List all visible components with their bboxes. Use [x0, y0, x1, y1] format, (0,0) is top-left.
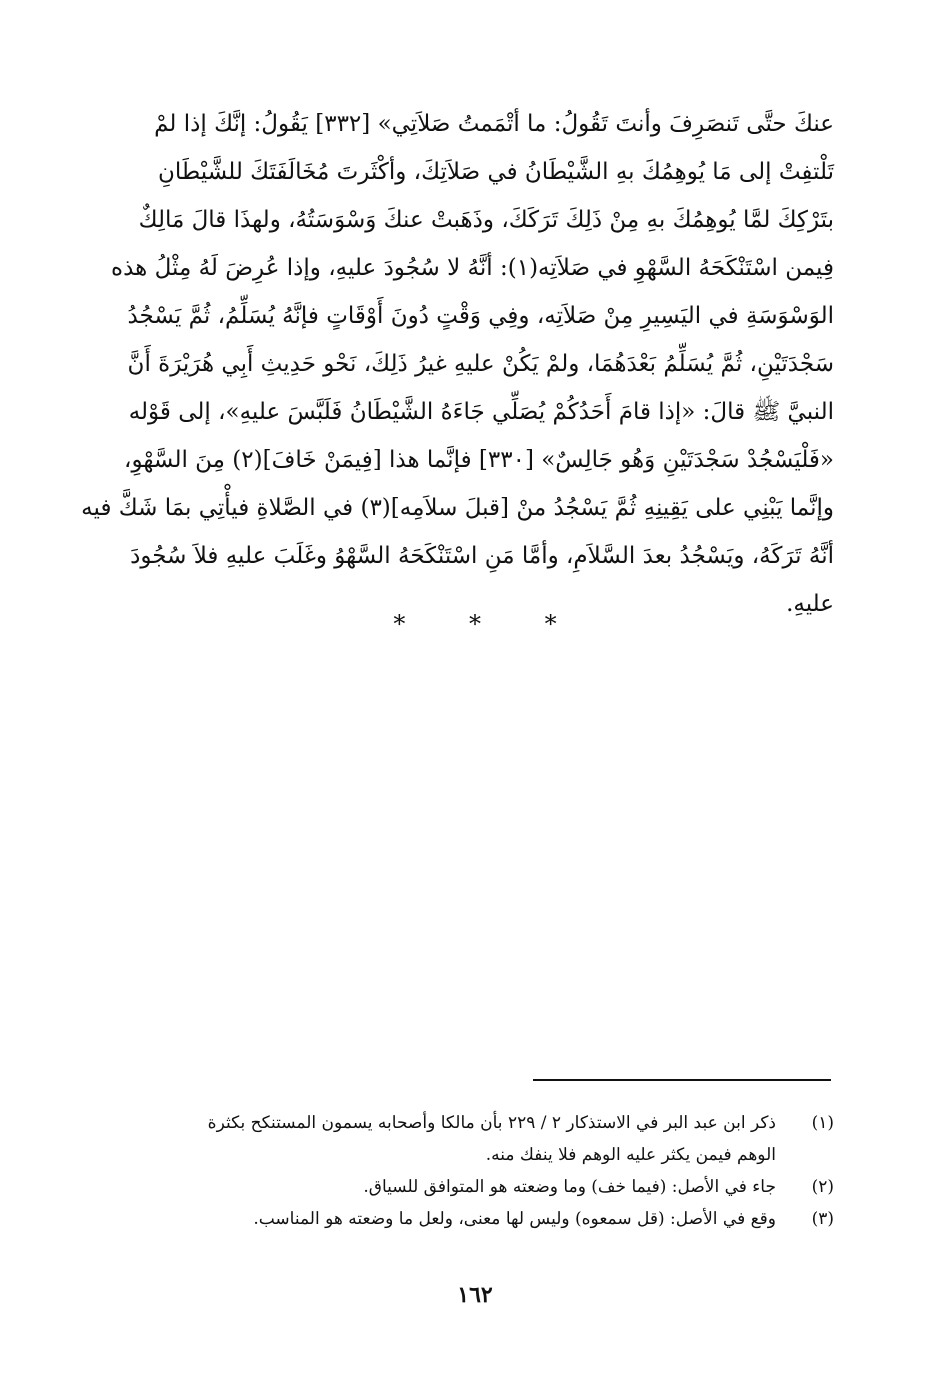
page-number: ١٦٢ — [457, 1282, 493, 1308]
footnote-text — [118, 1107, 776, 1171]
footnotes-block — [118, 1107, 834, 1235]
footnote-line: ذكر ابن عبد البر في الاستذكار ٢ / ٢٢٩ بأن مالكا وأصحابه يسمون المستنكح بكثرة — [207, 1113, 776, 1133]
footnote-number: (١) — [811, 1113, 834, 1133]
text-line: عنكَ حتَّى تَنصَرِفَ وأنتَ تَقُولُ: ما أتْمَمتُ صَلاَتِي» [٣٣٢] يَقُولُ: إنَّكَ إذا لمْ — [154, 111, 834, 137]
text-line: النبيَّ ﷺ قالَ: «إذا قامَ أَحَدُكُمْ يُصَلِّي جَاءَهُ الشَّيْطَانُ فَلَبَّسَ عليهِ»، إلى قَوْله — [128, 399, 834, 425]
section-separator: * * * — [393, 610, 585, 638]
footnote-2 — [118, 1171, 834, 1203]
footnote-number: (٣) — [811, 1209, 834, 1229]
text-line: وإنَّما يَبْنِي على يَقِينِهِ ثُمَّ يَسْجُدُ منْ [قبلَ سلاَمِه](٣) في الصَّلاةِ فيأْتِي بمَا شَكَّ فيه — [81, 495, 834, 521]
footnote-line: جاء في الأصل: (فيما خف) وما وضعته هو المتوافق للسياق. — [363, 1177, 776, 1197]
text-line: «فَلْيَسْجُدْ سَجْدَتَيْنِ وَهُو جَالِسٌ» [٣٣٠] فإنَّما هذا [فِيمَنْ خَافَ](٢) مِنَ السَّهْوِ، — [124, 447, 834, 473]
footnote-number: (٢) — [811, 1177, 834, 1197]
footnote-1 — [118, 1107, 834, 1171]
text-line: بتَرْكِكَ لمَّا يُوهِمُكَ بهِ مِنْ ذَلِكَ تَرَكَكَ، وذَهَبتْ عنكَ وَسْوَسَتُهُ، ولهذَا قالَ مَالِكٌ — [138, 207, 834, 233]
text-line: سَجْدَتَيْنِ، ثُمَّ يُسَلِّمُ بَعْدَهُمَا، ولمْ يَكُنْ عليهِ غيرُ ذَلِكَ، نَحْو حَدِيثِ أَبِي هُرَيْرَةَ أَنَّ — [127, 351, 834, 377]
footnote-3 — [118, 1203, 834, 1235]
footnote-line: الوهم فيمن يكثر عليه الوهم فلا ينفك منه. — [485, 1145, 776, 1165]
text-line: فِيمن اسْتَنْكَحَهُ السَّهْوِ في صَلاَتِه(١): أنَّهُ لا سُجُودَ عليهِ، وإذا عُرِضَ لَهُ مِثْلُ هذه — [111, 255, 834, 281]
footnote-line: وقع في الأصل: (قل سمعوه) وليس لها معنى، ولعل ما وضعته هو المناسب. — [253, 1209, 776, 1229]
footnote-divider — [533, 1079, 831, 1081]
text-line: أنَّهُ تَرَكَهُ، ويَسْجُدُ بعدَ السَّلاَمِ، وأمَّا مَنِ اسْتَنْكَحَهُ السَّهْوُ وغَلَبَ عليهِ فلاَ سُجُودَ — [130, 543, 834, 569]
text-line: عليهِ. — [786, 591, 834, 617]
main-text-block — [81, 100, 834, 628]
text-line: الوَسْوَسَةِ في اليَسِيرِ مِنْ صَلاَتِه، وفِي وَقْتٍ دُونَ أَوْقَاتٍ فإنَّهُ يُسَلِّمُ، ثُمَّ يَسْجُدُ — [127, 303, 834, 329]
text-line: تَلْتفِتْ إلى مَا يُوهِمُكَ بهِ الشَّيْطَانُ في صَلاَتِكَ، وأكْثَرتَ مُخَالَفَتَكَ للشَّيْطَانِ — [158, 159, 834, 185]
footnote-text — [118, 1171, 776, 1203]
footnote-text — [118, 1203, 776, 1235]
